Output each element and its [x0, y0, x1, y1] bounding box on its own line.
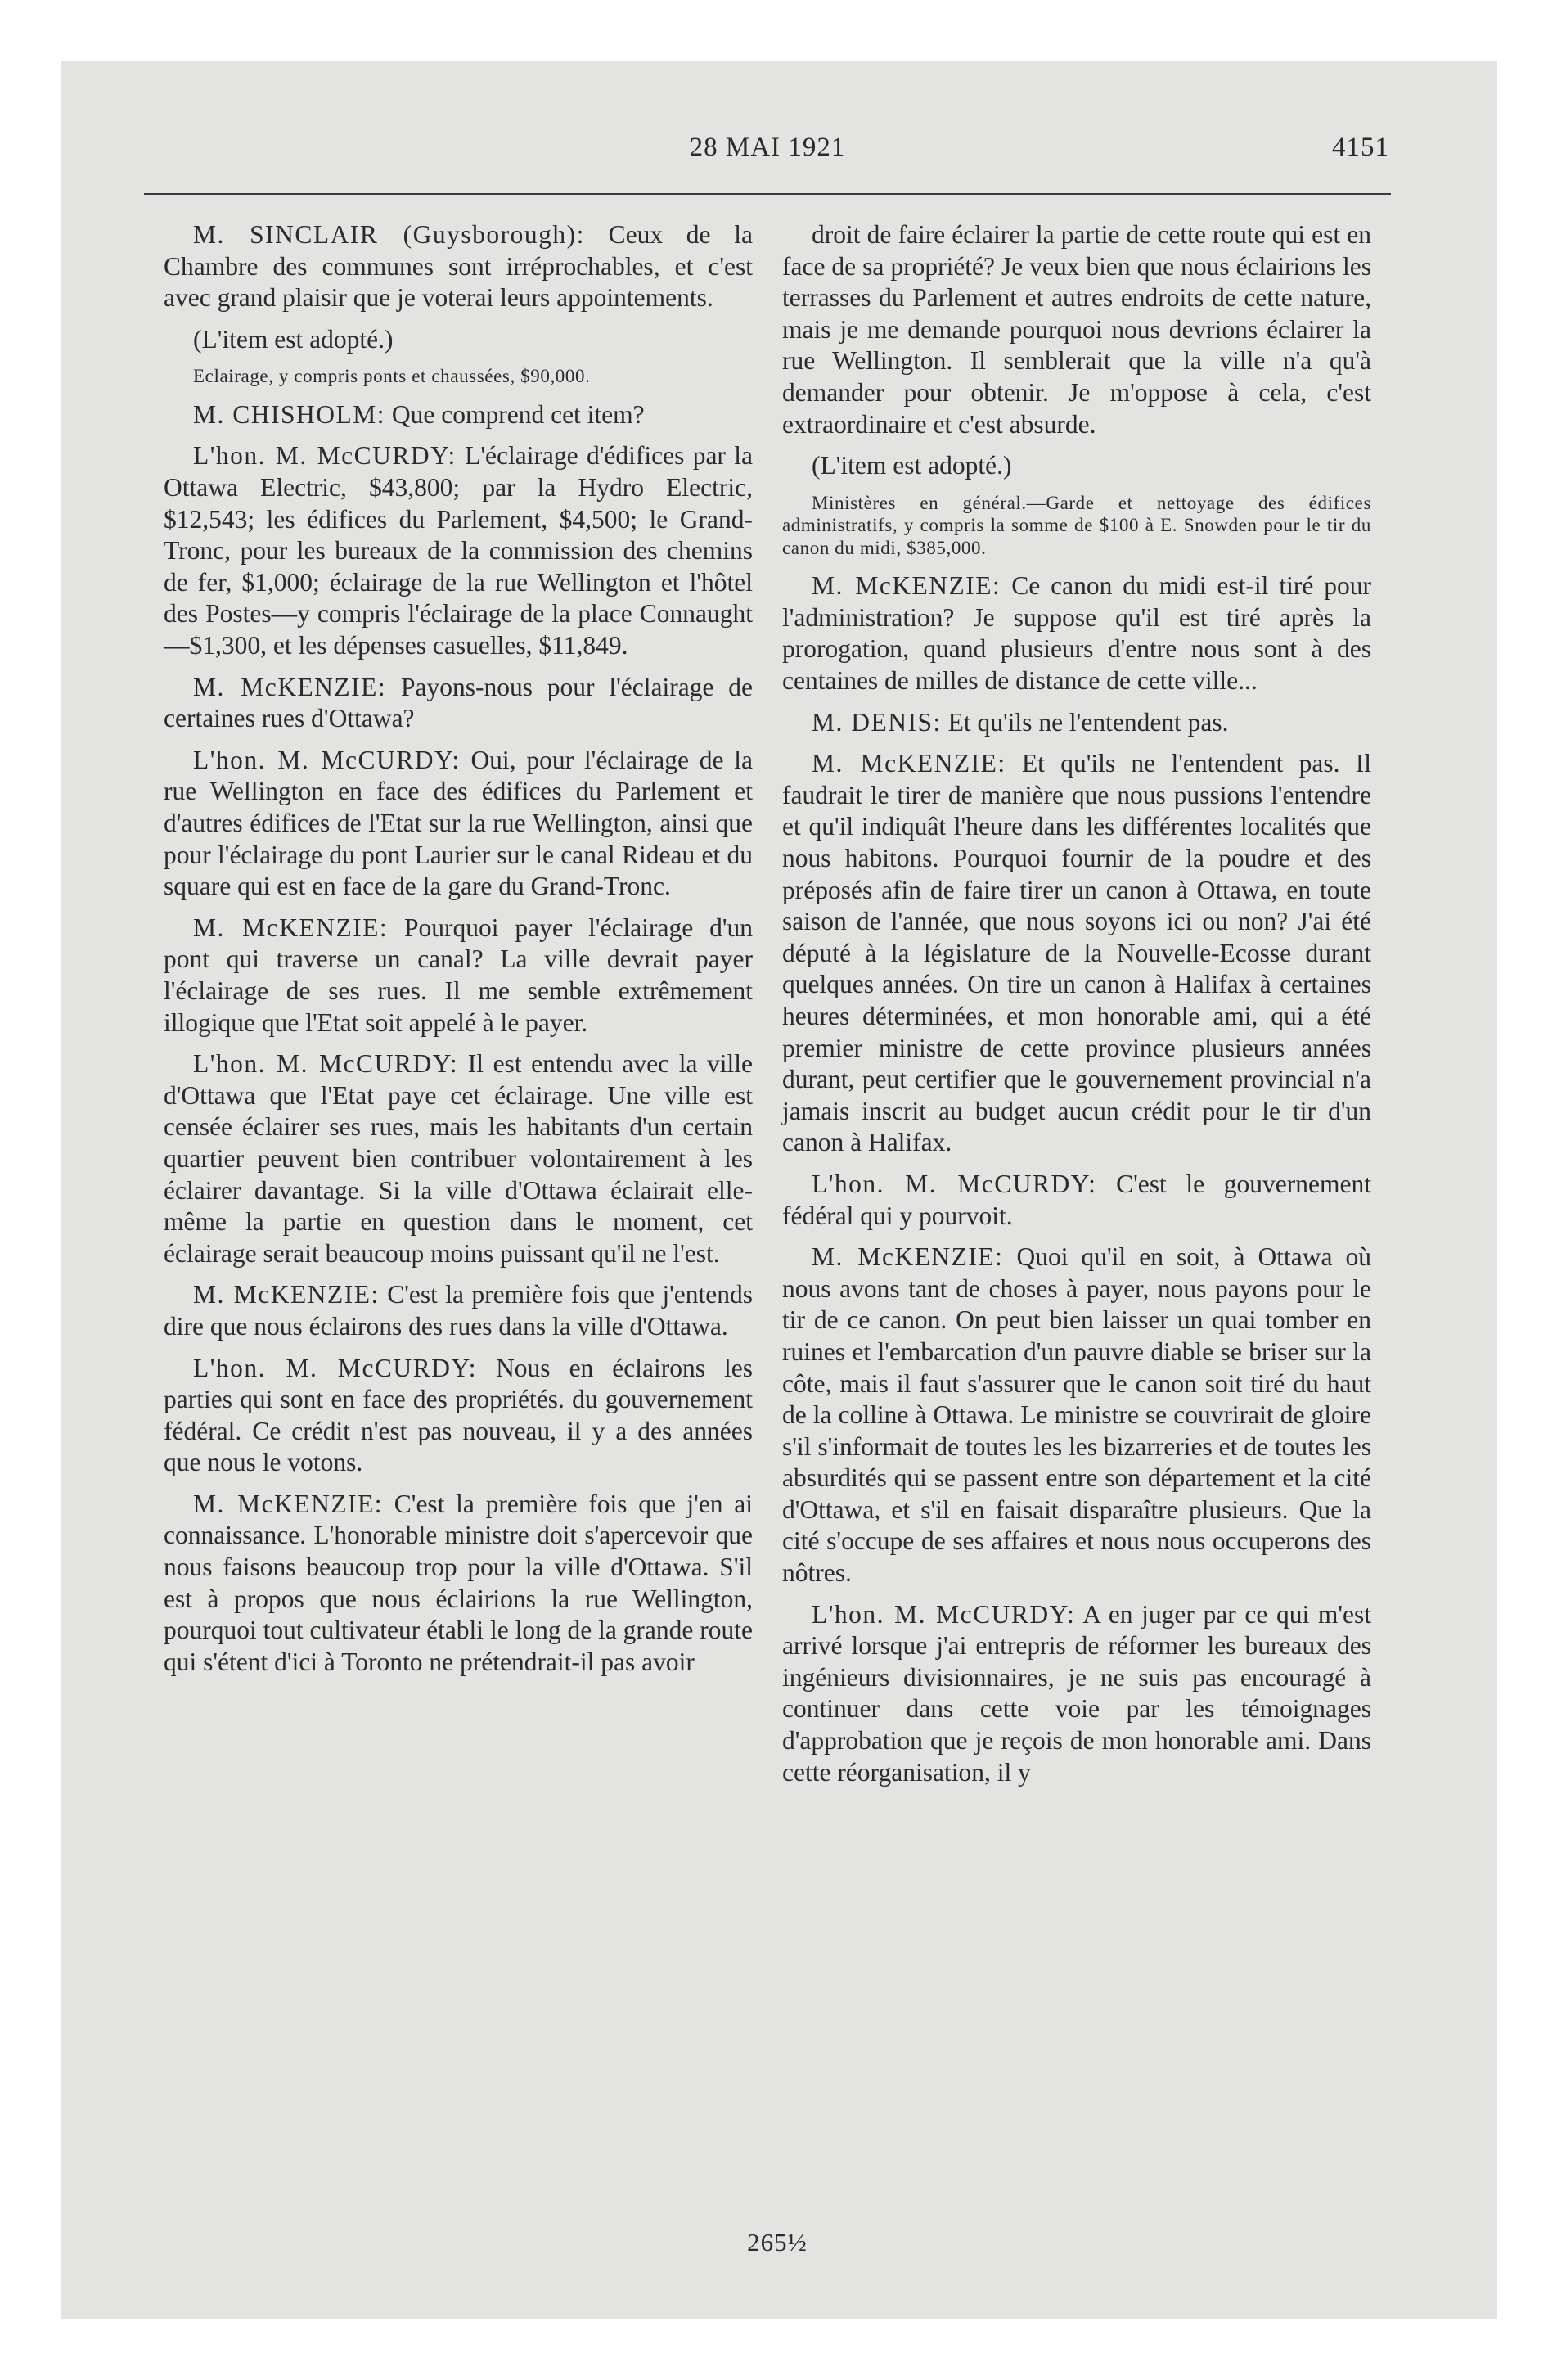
speaker-name: L'hon. M. McCURDY: — [193, 441, 457, 471]
speech-text: Quoi qu'il en soit, à Ottawa où nous avons tant de choses à payer, nous payons pour le tir de ce canon. On peut bien laisser un quai tomber en ruines et l'embarcation d'un pauvre diable se briser sur la côte, mais il faut s'assurer que le canon soit tiré du haut de la colline à Ottawa. Le ministre se couvrirait de gloire s'il s'informait de toutes les les bizarreries et de toutes les absurdités qui se passent entre son département et la cité d'Ottawa, et s'il en faisait disparaître plusieurs. Que la cité s'occupe de ses affaires et nous nous occuperons des nôtres. — [782, 1242, 1371, 1588]
speech-paragraph — [164, 219, 753, 314]
speaker-name: L'hon. M. McCURDY: — [193, 745, 461, 774]
speech-paragraph — [782, 570, 1371, 696]
speech-paragraph — [782, 707, 1371, 739]
speech-text: Payons-nous pour l'éclairage de certaines rues d'Ottawa? — [164, 672, 753, 733]
header-rule — [144, 193, 1391, 195]
estimate-item-note: Ministères en général.—Garde et nettoyage des édifices administratifs, y compris la somme de $100 à E. Snowden pour le tir du canon du midi, $385,000. — [782, 492, 1371, 558]
speech-text: C'est le gouvernement fédéral qui y pourvoit. — [782, 1169, 1371, 1230]
speech-text: Que comprend cet item? — [391, 399, 645, 429]
speech-text: Et qu'ils ne l'entendent pas. — [947, 707, 1229, 737]
speech-paragraph — [164, 1353, 753, 1479]
speech-paragraph — [164, 324, 753, 356]
speaker-name: M. McKENZIE: — [193, 1280, 380, 1309]
left-column — [164, 219, 753, 1688]
speaker-name: M. McKENZIE: — [812, 571, 1001, 601]
speech-paragraph — [164, 913, 753, 1039]
speaker-name: L'hon. M. McCURDY: — [193, 1049, 459, 1079]
speaker-name: L'hon. M. McCURDY: — [812, 1169, 1097, 1198]
speech-paragraph — [782, 219, 1371, 440]
speech-paragraph — [782, 748, 1371, 1159]
speech-text: C'est la première fois que j'en ai connaissance. L'honorable ministre doit s'apercevoir que nous faisons beaucoup trop pour la ville d'Ottawa. S'il est à propos que nous éclairions la rue Wellington, pourquoi tout cultivateur établi le long de la grande route qui s'étent d'ici à Toronto ne prétendrait-il pas avoir — [164, 1489, 753, 1676]
speaker-name: M. CHISHOLM: — [193, 399, 386, 429]
speech-text: (L'item est adopté.) — [193, 324, 394, 354]
speech-text: Ce canon du midi est-il tiré pour l'administration? Je suppose qu'il est tiré après la prorogation, quand plusieurs d'entre nous sont à des centaines de milles de distance de cette ville... — [782, 571, 1371, 696]
speech-text: Pourquoi payer l'éclairage d'un pont qui traverse un canal? La ville devrait payer l'éclairage de ses rues. Il me semble extrêmement illogique que l'Etat soit appelé à le payer. — [164, 913, 754, 1037]
speaker-name: M. McKENZIE: — [812, 749, 1006, 778]
speaker-name: M. DENIS: — [812, 707, 942, 737]
speech-text: Et qu'ils ne l'entendent pas. Il faudrait le tirer de manière que nous pussions l'entendre et qu'il indiquât l'heure dans les différentes localités que nous habitons. Pourquoi fournir de la poudre et des préposés afin de faire tirer un canon à Ottawa, en toute saison de l'année, que nous soyons ici ou non? J'ai été député à la législature de la Nouvelle-Ecosse durant quelques années. On tire un canon à Halifax à certaines heures déterminées, et mon honorable ami, qui a été premier ministre de cette province plusieurs années durant, peut certifier que le gouvernement provincial n'a jamais inscrit au budget aucun crédit pour le tir d'un canon à Halifax. — [782, 749, 1371, 1157]
speaker-name: M. McKENZIE: — [193, 1489, 384, 1518]
header-date: 28 MAI 1921 — [689, 133, 846, 162]
speech-text: A en juger par ce qui m'est arrivé lorsque j'ai entrepris de réformer les bureaux des ingénieurs divisionnaires, je ne suis pas encouragé à continuer dans cette voie par les témoignages d'approbation que je reçois de mon honorable ami. Dans cette réorganisation, il y — [782, 1599, 1371, 1787]
speech-paragraph — [164, 1048, 753, 1269]
speech-paragraph — [782, 1169, 1371, 1232]
speech-paragraph — [164, 440, 753, 661]
speech-paragraph — [782, 450, 1371, 482]
speaker-name: M. SINCLAIR (Guysborough): — [193, 220, 585, 249]
speech-paragraph — [782, 1242, 1371, 1589]
speaker-name: M. McKENZIE: — [193, 913, 389, 942]
speaker-name: L'hon. M. McCURDY: — [812, 1599, 1076, 1629]
page-header — [146, 133, 1389, 172]
speech-text: Nous en éclairons les parties qui sont en face des propriétés. du gouvernement fédéral. Ce crédit n'est pas nouveau, il y a des années que nous le votons. — [164, 1353, 753, 1477]
speaker-name: L'hon. M. McCURDY: — [193, 1353, 478, 1382]
speech-text: L'éclairage d'édifices par la Ottawa Electric, $43,800; par la Hydro Electric, $12,543; les édifices du Parlement, $4,500; le Grand-Tronc, pour les bureaux de la commission des chemins de fer, $1,000; éclairage de la rue Wellington et l'hôtel des Postes—y compris l'éclairage de la place Connaught—$1,300, et les dépenses casuelles, $11,849. — [164, 441, 753, 660]
estimate-item-note: Eclairage, y compris ponts et chaussées, $90,000. — [193, 366, 591, 387]
speech-paragraph — [164, 745, 753, 903]
speech-paragraph — [782, 1599, 1371, 1789]
right-column — [782, 219, 1371, 1798]
speech-text: droit de faire éclairer la partie de cette route qui est en face de sa propriété? Je veux bien que nous éclairions les terrasses du Parlement et autres endroits de cette nature, mais je me demande pourquoi nous devrions éclairer la rue Wellington. Il semblerait que la ville n'a qu'à demander pour obtenir. Je m'oppose à cela, c'est extraordinaire et c'est absurde. — [782, 220, 1371, 439]
speech-text: C'est la première fois que j'entends dire que nous éclairons des rues dans la ville d'Ottawa. — [164, 1280, 754, 1341]
speech-text: Oui, pour l'éclairage de la rue Wellington en face des édifices du Parlement et d'autres édifices de l'Etat sur la rue Wellington, ainsi que pour l'éclairage du pont Laurier sur le canal Rideau et du square qui est en face de la gare du Grand-Tronc. — [164, 745, 754, 901]
speaker-name: M. McKENZIE: — [812, 1242, 1004, 1272]
speech-paragraph — [164, 672, 753, 735]
signature-mark: 265½ — [747, 2228, 808, 2256]
speech-text: (L'item est adopté.) — [812, 451, 1012, 480]
speaker-name: M. McKENZIE: — [193, 672, 387, 701]
speech-text: Il est entendu avec la ville d'Ottawa que l'Etat paye cet éclairage. Une ville est censée éclairer ses rues, mais les habitants d'un certain quartier peuvent bien contribuer volontairement à les éclairer davantage. Si la ville d'Ottawa éclairait elle-même la partie en question dans le moment, cet éclairage serait beaucoup moins puissant qu'il ne l'est. — [164, 1049, 753, 1268]
speech-paragraph — [164, 1279, 753, 1342]
speech-paragraph — [164, 399, 753, 431]
page-number: 4151 — [1332, 133, 1389, 162]
speech-text: Ceux de la Chambre des communes sont irréprochables, et c'est avec grand plaisir que je voterai leurs appointements. — [164, 220, 753, 313]
speech-paragraph — [164, 1489, 753, 1679]
